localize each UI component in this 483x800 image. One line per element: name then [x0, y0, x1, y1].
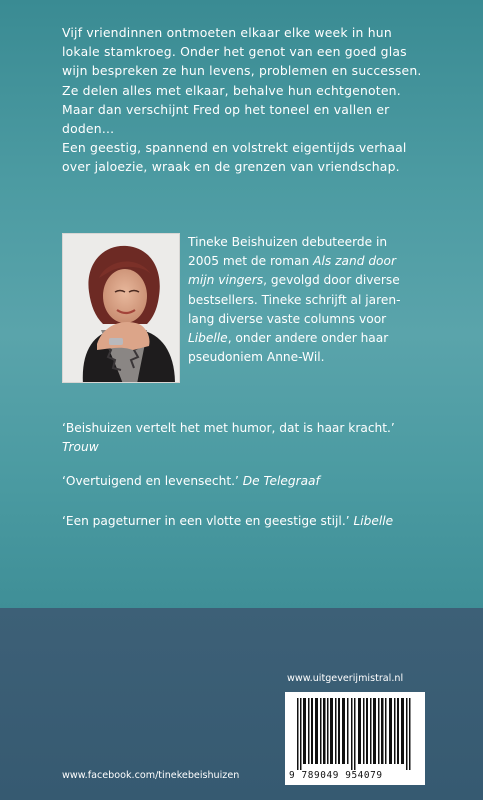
author-bio: [188, 233, 406, 367]
bio-line: pseudoniem Anne-Wil.: [188, 350, 325, 365]
bio-line: [188, 271, 406, 290]
bio-line: [188, 329, 406, 348]
blurb-line: Maar dan verschijnt Fred op het toneel en vallen er: [62, 101, 390, 117]
author-portrait-illustration: [63, 234, 180, 383]
bio-line: lang diverse vaste columns voor: [188, 311, 387, 326]
quote-source: Libelle: [353, 514, 394, 528]
bio-book-title: mijn vingers: [188, 273, 264, 288]
blurb-line: wijn bespreken ze hun levens, problemen en successen.: [62, 63, 422, 79]
author-photo: [62, 233, 180, 383]
blurb-line: doden…: [62, 121, 115, 137]
quote-text: ‘Overtuigend en levensecht.’: [62, 474, 239, 488]
quote-text: ‘Een pageturner in een vlotte en geestige stijl.’: [62, 514, 350, 528]
blurb-line: Vijf vriendinnen ontmoeten elkaar elke week in hun: [62, 25, 392, 40]
bio-magazine-title: Libelle: [188, 331, 228, 346]
review-quote: [62, 419, 442, 457]
barcode-icon: [285, 692, 425, 772]
bio-text: 2005 met de roman: [188, 254, 314, 269]
blurb-line: Ze delen alles met elkaar, behalve hun echtgenoten.: [62, 82, 401, 98]
isbn-number: 9 789049 954079: [289, 770, 383, 781]
review-quote: [62, 512, 442, 531]
facebook-url: www.facebook.com/tinekebeishuizen: [62, 770, 240, 781]
blurb-line: over jaloezie, wraak en de grenzen van vriendschap.: [62, 159, 400, 175]
quote-source: Trouw: [62, 440, 99, 455]
review-quote: [62, 472, 442, 491]
isbn-barcode: [285, 692, 425, 785]
bio-line: [188, 252, 406, 271]
book-blurb: [62, 23, 432, 177]
blurb-line: Een geestig, spannend en volstrekt eigentijds verhaal: [62, 140, 407, 156]
bio-line: Tineke Beishuizen debuteerde in: [188, 235, 388, 249]
bio-book-title: Als zand door: [313, 254, 396, 269]
bio-text: , gevolgd door diverse: [263, 273, 400, 288]
bio-line: bestsellers. Tineke schrijft al jaren-: [188, 292, 401, 307]
quote-text: ‘Beishuizen vertelt het met humor, dat is haar kracht.’: [62, 421, 395, 435]
blurb-line: lokale stamkroeg. Onder het genot van een goed glas: [62, 44, 407, 60]
publisher-url: www.uitgeverijmistral.nl: [287, 673, 404, 684]
quote-source: De Telegraaf: [242, 474, 320, 488]
bio-text: , onder andere onder haar: [227, 331, 389, 346]
